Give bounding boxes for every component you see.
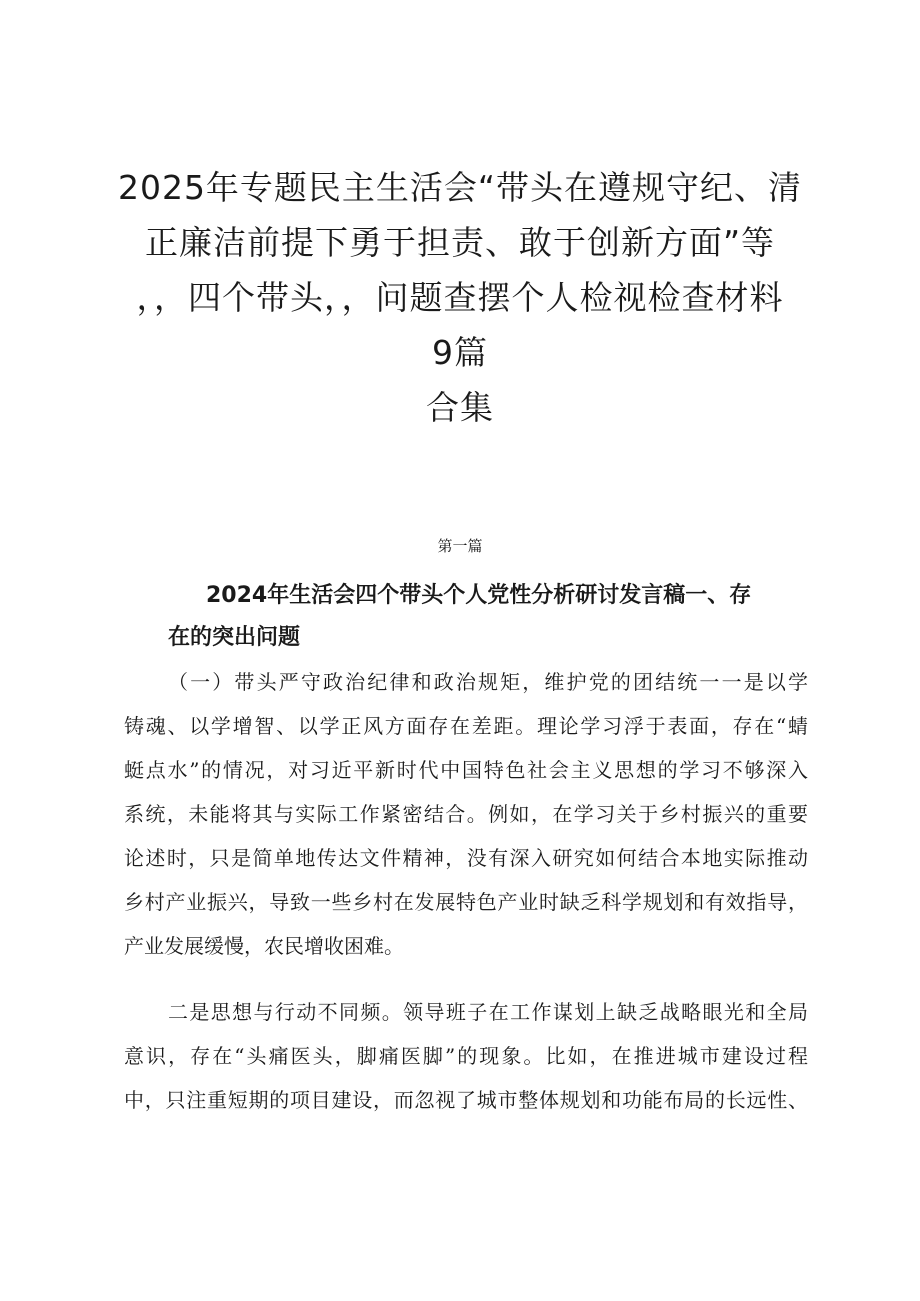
article-title-line: 在的突出问题 [168,625,301,650]
paragraph-line: 系统，未能将其与实际工作紧密结合。例如，在学习关于乡村振兴的重要 [124,802,808,826]
body-paragraph [124,660,808,968]
main-title-line: 正廉洁前提下勇于担责、敢于创新方面”等 [144,223,776,262]
paragraph-line: 意识，存在“头痛医头，脚痛医脚”的现象。比如，在推进城市建设过程 [124,1044,808,1068]
body-paragraph [124,990,808,1122]
main-title-line: 合集 [426,388,494,427]
paragraph-line: 产业发展缓慢，农民增收困难。 [124,934,404,958]
section-label: 第一篇 [437,537,483,555]
paragraph-line: 中，只注重短期的项目建设，而忽视了城市整体规划和功能布局的长远性、 [124,1088,808,1112]
paragraph-line: （一）带头严守政治纪律和政治规矩，维护党的团结统一一是以学 [168,670,808,694]
main-title-line: 2025年专题民主生活会“带头在遵规守纪、清 [117,168,803,207]
article-title-line: 2024年生活会四个带头个人党性分析研讨发言稿一、存 [206,583,752,608]
paragraph-line: 论述时，只是简单地传达文件精神，没有深入研究如何结合本地实际推动 [124,846,808,870]
paragraph-line: 蜓点水”的情况，对习近平新时代中国特色社会主义思想的学习不够深入 [124,758,808,782]
paragraph-line: 二是思想与行动不同频。领导班子在工作谋划上缺乏战略眼光和全局 [168,1000,808,1024]
main-title-line: ，，四个带头，，问题查摆个人检视检查材料 [136,278,784,317]
article-title [168,575,808,659]
paragraph-line: 乡村产业振兴，导致一些乡村在发展特色产业时缺乏科学规划和有效指导， [124,890,808,914]
main-title [110,160,810,435]
main-title-line: 9篇 [432,333,488,372]
paragraph-line: 铸魂、以学增智、以学正风方面存在差距。理论学习浮于表面，存在“蜻 [124,714,808,738]
